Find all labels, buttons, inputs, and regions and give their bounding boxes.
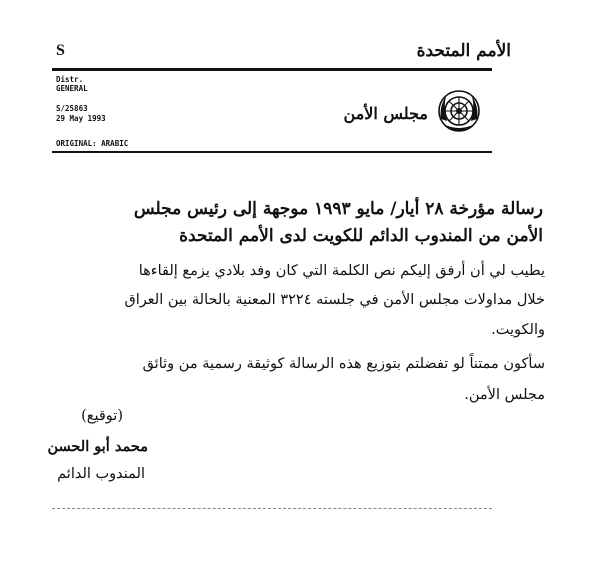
letter-title-line-1: رسالة مؤرخة ٢٨ أيار/ مايو ١٩٩٣ موجهة إلى رئيس مجلس [133, 199, 543, 219]
metadata-rule [52, 151, 492, 153]
paragraph-1-line-1: يطيب لي أن أرفق إليكم نص الكلمة التي كان وفد بلادي يزمع إلقاءها [138, 263, 545, 279]
original-language: ORIGINAL: ARABIC [56, 139, 129, 148]
document-date: 29 May 1993 [56, 114, 106, 123]
paragraph-2-line-1: سأكون ممتناً لو تفضلتم بتوزيع هذه الرسالة كوثيقة رسمية من وثائق [142, 356, 545, 372]
document-symbol: S/25863 [56, 104, 88, 113]
paragraph-1-line-2: خلال مداولات مجلس الأمن في جلسته ٣٢٢٤ المعنية بالحالة بين العراق [124, 292, 545, 308]
footer-rule [52, 508, 492, 509]
header-rule [52, 68, 492, 71]
paragraph-1-line-3: والكويت. [491, 322, 545, 338]
council-name: مجلس الأمن [343, 104, 428, 123]
signatory-name: محمد أبو الحسن [47, 438, 148, 455]
paragraph-2-line-2: مجلس الأمن. [464, 387, 545, 403]
signatory-title: المندوب الدائم [57, 466, 145, 482]
organization-name: الأمم المتحدة [416, 41, 511, 61]
un-emblem-icon [437, 89, 481, 133]
distribution-value: GENERAL [56, 84, 88, 93]
signature-label: (توقيع) [81, 408, 123, 424]
letter-title-line-2: الأمن من المندوب الدائم للكويت لدى الأمم المتحدة [179, 226, 543, 246]
series-letter: S [56, 42, 65, 59]
distribution-label: Distr. [56, 75, 84, 84]
